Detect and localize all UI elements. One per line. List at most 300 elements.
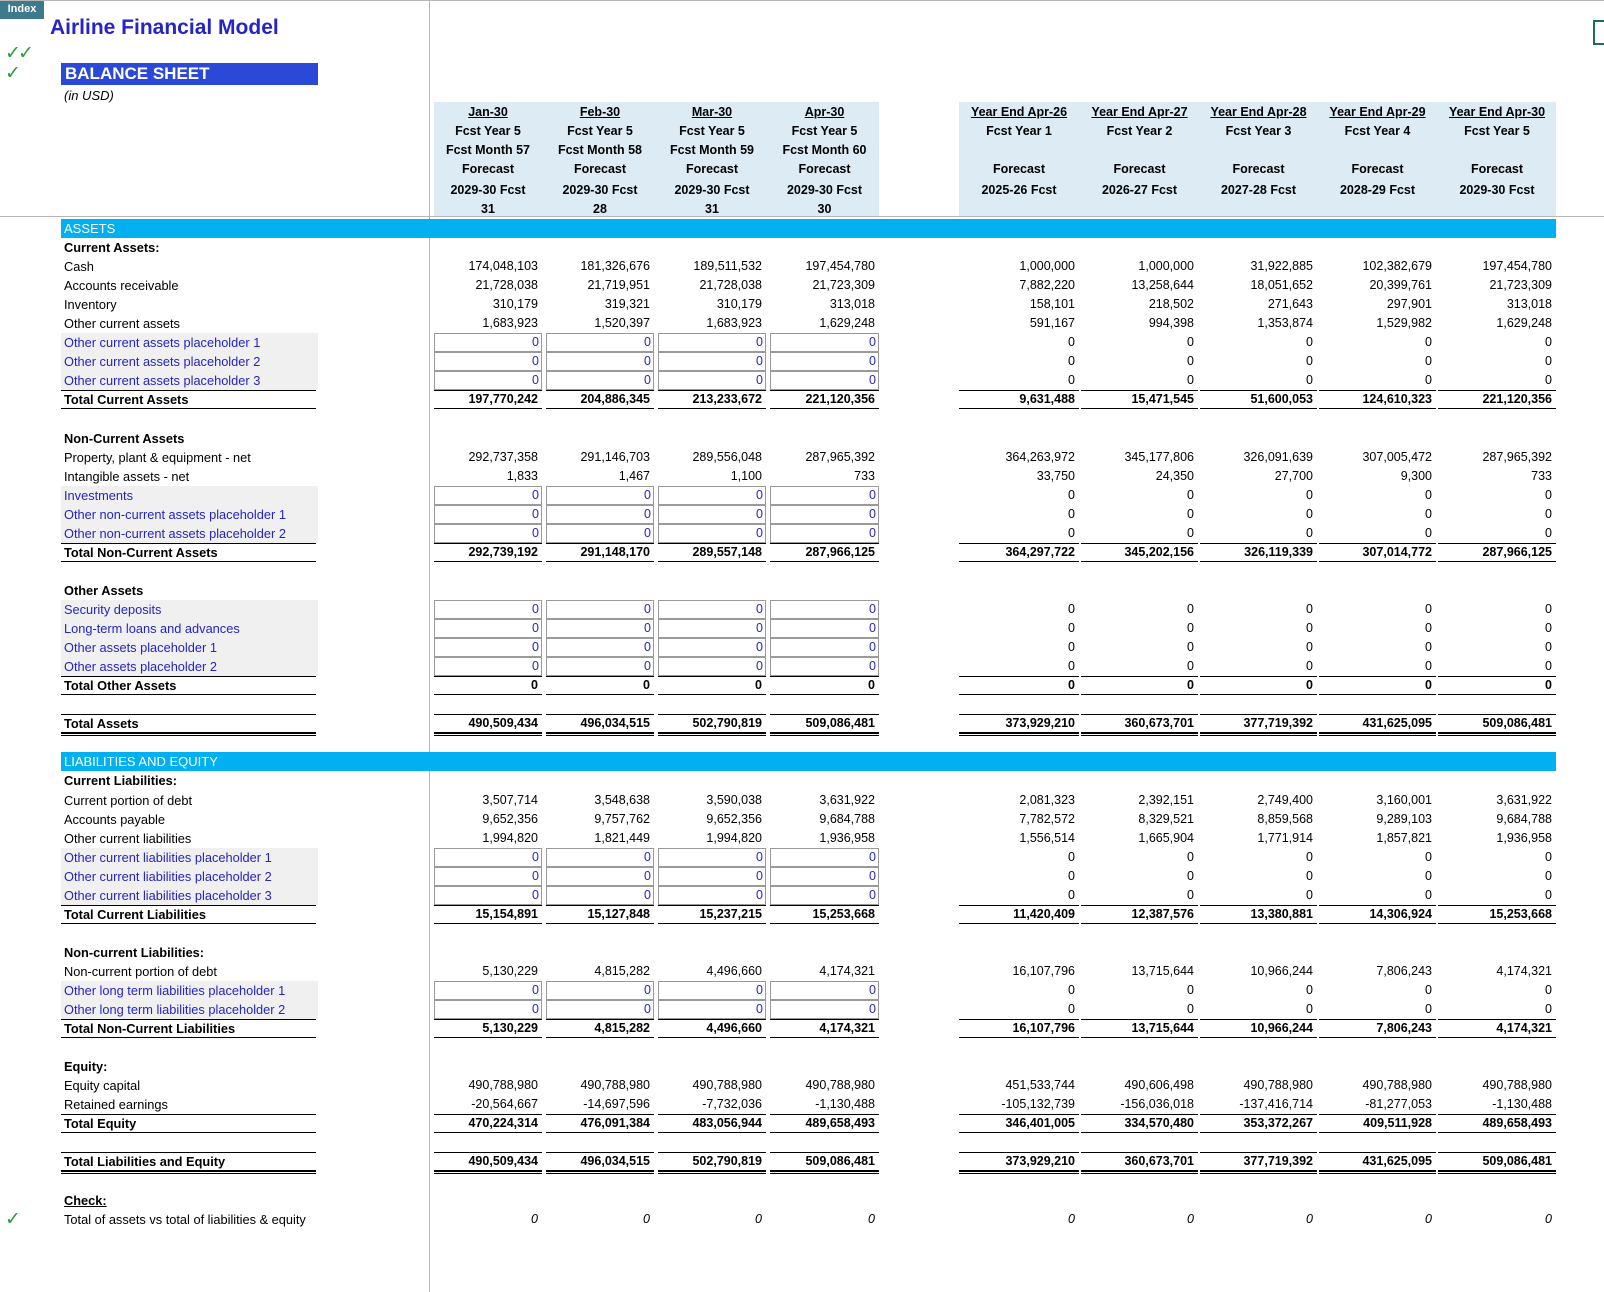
value-cell: 16,107,796 bbox=[1012, 1021, 1075, 1035]
value-cell: 3,507,714 bbox=[482, 793, 538, 807]
value-cell: 0 bbox=[1187, 507, 1194, 521]
value-cell[interactable]: 0 bbox=[546, 486, 654, 505]
row-label: Cash bbox=[64, 259, 94, 274]
total-rule bbox=[1081, 1170, 1198, 1172]
month-header-type: Forecast bbox=[798, 162, 851, 176]
total-rule bbox=[1081, 676, 1198, 677]
total-rule bbox=[658, 1173, 766, 1174]
value-cell: 4,815,282 bbox=[594, 964, 650, 978]
value-cell[interactable]: 0 bbox=[770, 981, 879, 1000]
total-rule bbox=[546, 543, 654, 544]
value-cell: 409,511,928 bbox=[1363, 1116, 1432, 1130]
value-cell: 9,652,356 bbox=[706, 812, 762, 826]
total-rule bbox=[658, 694, 766, 695]
value-cell[interactable]: 0 bbox=[658, 371, 766, 390]
total-rule bbox=[1200, 390, 1317, 391]
total-rule bbox=[959, 1037, 1079, 1038]
value-cell: 502,790,819 bbox=[692, 716, 762, 730]
row-label: Other current assets placeholder 3 bbox=[61, 371, 318, 390]
value-cell: 470,224,314 bbox=[468, 1116, 538, 1130]
value-cell[interactable]: 0 bbox=[658, 505, 766, 524]
row-label: Retained earnings bbox=[64, 1097, 168, 1112]
row-label: Accounts receivable bbox=[64, 278, 179, 293]
row-label: Other current assets placeholder 1 bbox=[61, 333, 318, 352]
value-cell: 197,770,242 bbox=[468, 392, 538, 406]
value-cell: 0 bbox=[1425, 373, 1432, 387]
value-cell: 9,631,488 bbox=[1019, 392, 1075, 406]
row-label: Total of assets vs total of liabilities & equity bbox=[64, 1212, 306, 1227]
value-cell: 1,353,874 bbox=[1257, 316, 1313, 330]
value-cell: 21,719,951 bbox=[587, 278, 650, 292]
year-header-date[interactable]: Year End Apr-30 bbox=[1448, 105, 1546, 119]
total-rule bbox=[1081, 561, 1198, 562]
month-header-date[interactable]: Apr-30 bbox=[804, 105, 845, 119]
value-cell: 431,625,095 bbox=[1362, 1154, 1432, 1168]
value-cell: 0 bbox=[531, 678, 538, 692]
value-cell[interactable]: 0 bbox=[434, 1000, 542, 1019]
total-rule bbox=[658, 676, 766, 677]
value-cell[interactable]: 0 bbox=[770, 1000, 879, 1019]
label-rule bbox=[61, 923, 316, 924]
total-rule bbox=[1438, 1152, 1556, 1153]
row-label: Other Assets bbox=[64, 583, 144, 598]
value-cell: 1,771,914 bbox=[1257, 831, 1313, 845]
value-cell[interactable]: 0 bbox=[434, 638, 542, 657]
value-cell: 0 bbox=[1187, 850, 1194, 864]
total-rule bbox=[658, 543, 766, 544]
total-rule bbox=[1319, 694, 1436, 695]
row-label: Inventory bbox=[64, 297, 117, 312]
total-rule bbox=[770, 390, 879, 391]
value-cell: 733 bbox=[1531, 469, 1552, 483]
value-cell[interactable]: 0 bbox=[658, 848, 766, 867]
total-rule bbox=[1319, 561, 1436, 562]
value-cell[interactable]: 0 bbox=[770, 505, 879, 524]
value-cell[interactable]: 0 bbox=[434, 524, 542, 543]
value-cell: 0 bbox=[1187, 621, 1194, 635]
value-cell: 0 bbox=[1306, 488, 1313, 502]
total-rule bbox=[546, 714, 654, 715]
value-cell: 591,167 bbox=[1029, 316, 1075, 330]
value-cell: 1,000,000 bbox=[1019, 259, 1075, 273]
value-cell[interactable]: 0 bbox=[658, 981, 766, 1000]
value-cell[interactable]: 0 bbox=[546, 886, 654, 905]
year-header-fcst-year: Fcst Year 1 bbox=[986, 124, 1052, 138]
value-cell: -14,697,596 bbox=[583, 1097, 650, 1111]
value-cell: 496,034,515 bbox=[580, 1154, 650, 1168]
value-cell[interactable]: 0 bbox=[658, 352, 766, 371]
total-rule bbox=[1081, 1152, 1198, 1153]
year-header-fy: 2029-30 Fcst bbox=[1459, 183, 1535, 197]
value-cell[interactable]: 0 bbox=[434, 867, 542, 886]
value-cell: 5,130,229 bbox=[482, 964, 538, 978]
value-cell[interactable]: 0 bbox=[658, 1000, 766, 1019]
value-cell: 4,174,321 bbox=[1496, 964, 1552, 978]
month-header-date[interactable]: Jan-30 bbox=[468, 105, 508, 119]
total-rule bbox=[959, 1152, 1079, 1153]
value-cell: -7,732,036 bbox=[702, 1097, 762, 1111]
value-cell[interactable]: 0 bbox=[546, 600, 654, 619]
label-rule bbox=[61, 676, 316, 677]
value-cell: 0 bbox=[643, 678, 650, 692]
total-rule bbox=[959, 735, 1079, 736]
value-cell: 0 bbox=[1187, 335, 1194, 349]
value-cell[interactable]: 0 bbox=[658, 333, 766, 352]
value-cell: 9,300 bbox=[1400, 469, 1432, 483]
value-cell: 24,350 bbox=[1155, 469, 1194, 483]
total-rule bbox=[1319, 1037, 1436, 1038]
value-cell[interactable]: 0 bbox=[658, 600, 766, 619]
total-rule bbox=[1319, 714, 1436, 715]
check-mark-icon: ✓ bbox=[5, 62, 21, 84]
year-header-date[interactable]: Year End Apr-29 bbox=[1329, 105, 1426, 119]
value-cell: 31,922,885 bbox=[1250, 259, 1313, 273]
total-rule bbox=[434, 905, 542, 906]
value-cell: -1,130,488 bbox=[815, 1097, 875, 1111]
value-cell: 1,100 bbox=[730, 469, 762, 483]
value-cell[interactable]: 0 bbox=[658, 886, 766, 905]
label-rule bbox=[61, 408, 316, 409]
value-cell: 451,533,744 bbox=[1005, 1078, 1075, 1092]
value-cell: 0 bbox=[1306, 335, 1313, 349]
value-cell: 310,179 bbox=[716, 297, 762, 311]
total-rule bbox=[434, 714, 542, 715]
value-cell[interactable]: 0 bbox=[546, 657, 654, 676]
total-rule bbox=[959, 1114, 1079, 1115]
total-rule bbox=[434, 408, 542, 409]
row-label: Total Current Assets bbox=[64, 392, 189, 407]
value-cell: 15,237,215 bbox=[699, 907, 762, 921]
value-cell: 1,994,820 bbox=[482, 831, 538, 845]
row-label: Check: bbox=[64, 1193, 107, 1208]
value-cell[interactable]: 0 bbox=[658, 486, 766, 505]
total-rule bbox=[959, 1173, 1079, 1174]
row-label: Total Other Assets bbox=[64, 678, 177, 693]
value-cell: 1,000,000 bbox=[1138, 259, 1194, 273]
total-rule bbox=[1438, 1019, 1556, 1020]
value-cell: 102,382,679 bbox=[1362, 259, 1432, 273]
year-header-date[interactable]: Year End Apr-27 bbox=[1091, 105, 1188, 119]
value-cell: 0 bbox=[531, 1212, 538, 1226]
total-rule bbox=[1081, 408, 1198, 409]
value-cell: 2,392,151 bbox=[1138, 793, 1194, 807]
value-cell[interactable]: 0 bbox=[770, 486, 879, 505]
value-cell[interactable]: 0 bbox=[546, 848, 654, 867]
value-cell: 733 bbox=[854, 469, 875, 483]
value-cell: 490,788,980 bbox=[1243, 1078, 1313, 1092]
total-rule bbox=[434, 923, 542, 924]
value-cell: 15,471,545 bbox=[1131, 392, 1194, 406]
value-cell[interactable]: 0 bbox=[770, 371, 879, 390]
value-cell: 0 bbox=[1545, 621, 1552, 635]
total-rule bbox=[959, 1170, 1079, 1172]
value-cell: -156,036,018 bbox=[1120, 1097, 1194, 1111]
value-cell[interactable]: 0 bbox=[658, 867, 766, 886]
selection-frame-icon bbox=[1593, 20, 1604, 45]
value-cell[interactable]: 0 bbox=[546, 371, 654, 390]
label-rule bbox=[61, 1114, 316, 1115]
value-cell: 0 bbox=[1545, 602, 1552, 616]
total-rule bbox=[546, 1037, 654, 1038]
row-label: Intangible assets - net bbox=[64, 469, 190, 484]
value-cell: 174,048,103 bbox=[468, 259, 538, 273]
month-header-fcst-year: Fcst Year 5 bbox=[567, 124, 633, 138]
total-rule bbox=[770, 732, 879, 734]
value-cell: 1,467 bbox=[618, 469, 650, 483]
total-rule bbox=[1200, 905, 1317, 906]
value-cell: 297,901 bbox=[1386, 297, 1432, 311]
year-header-type: Forecast bbox=[992, 162, 1046, 176]
row-label: Other current liabilities placeholder 3 bbox=[61, 886, 318, 905]
value-cell: 1,556,514 bbox=[1019, 831, 1075, 845]
total-rule bbox=[1438, 694, 1556, 695]
total-rule bbox=[546, 390, 654, 391]
year-header-fcst-year: Fcst Year 2 bbox=[1106, 124, 1173, 138]
value-cell: 0 bbox=[1068, 1002, 1075, 1016]
total-rule bbox=[1319, 390, 1436, 391]
total-rule bbox=[546, 408, 654, 409]
value-cell: 0 bbox=[1068, 659, 1075, 673]
total-rule bbox=[1319, 732, 1436, 734]
value-cell: 4,174,321 bbox=[819, 964, 875, 978]
value-cell[interactable]: 0 bbox=[770, 638, 879, 657]
value-cell[interactable]: 0 bbox=[434, 657, 542, 676]
value-cell[interactable]: 0 bbox=[658, 619, 766, 638]
year-header-fy: 2027-28 Fcst bbox=[1220, 183, 1297, 197]
value-cell: 218,502 bbox=[1148, 297, 1194, 311]
value-cell[interactable]: 0 bbox=[546, 524, 654, 543]
value-cell[interactable]: 0 bbox=[770, 886, 879, 905]
index-tab-button[interactable]: Index bbox=[0, 0, 44, 19]
value-cell: 1,520,397 bbox=[594, 316, 650, 330]
total-rule bbox=[1200, 408, 1317, 409]
value-cell[interactable]: 0 bbox=[770, 352, 879, 371]
value-cell: 364,263,972 bbox=[1005, 450, 1075, 464]
total-rule bbox=[1438, 1132, 1556, 1133]
value-cell[interactable]: 0 bbox=[658, 524, 766, 543]
value-cell: 490,788,980 bbox=[580, 1078, 650, 1092]
value-cell[interactable]: 0 bbox=[770, 600, 879, 619]
value-cell: 289,557,148 bbox=[692, 545, 762, 559]
value-cell: 345,177,806 bbox=[1124, 450, 1194, 464]
value-cell[interactable]: 0 bbox=[770, 619, 879, 638]
value-cell: 502,790,819 bbox=[692, 1154, 762, 1168]
value-cell: 0 bbox=[1425, 888, 1432, 902]
row-label: Property, plant & equipment - net bbox=[64, 450, 251, 465]
total-rule bbox=[546, 1114, 654, 1115]
total-rule bbox=[1319, 1114, 1436, 1115]
value-cell[interactable]: 0 bbox=[546, 352, 654, 371]
value-cell: 0 bbox=[1187, 602, 1194, 616]
value-cell[interactable]: 0 bbox=[434, 352, 542, 371]
value-cell[interactable]: 0 bbox=[546, 619, 654, 638]
value-cell: 16,107,796 bbox=[1012, 964, 1075, 978]
row-label: Other current liabilities bbox=[64, 831, 192, 846]
total-rule bbox=[658, 732, 766, 734]
value-cell: 0 bbox=[1187, 983, 1194, 997]
value-cell[interactable]: 0 bbox=[546, 638, 654, 657]
value-cell[interactable]: 0 bbox=[546, 1000, 654, 1019]
label-rule bbox=[61, 1173, 316, 1174]
value-cell[interactable]: 0 bbox=[434, 619, 542, 638]
year-header-date[interactable]: Year End Apr-28 bbox=[1210, 105, 1307, 119]
total-rule bbox=[1438, 923, 1556, 924]
value-cell: 287,966,125 bbox=[1482, 545, 1552, 559]
value-cell: 221,120,356 bbox=[805, 392, 875, 406]
total-rule bbox=[1319, 676, 1436, 677]
value-cell: 0 bbox=[1187, 888, 1194, 902]
total-rule bbox=[770, 923, 879, 924]
value-cell: 13,380,881 bbox=[1250, 907, 1313, 921]
value-cell: 3,590,038 bbox=[706, 793, 762, 807]
value-cell: 0 bbox=[1068, 640, 1075, 654]
value-cell: 7,806,243 bbox=[1376, 1021, 1432, 1035]
value-cell: 345,202,156 bbox=[1124, 545, 1194, 559]
value-cell[interactable]: 0 bbox=[770, 848, 879, 867]
value-cell: 0 bbox=[1545, 888, 1552, 902]
value-cell[interactable]: 0 bbox=[434, 333, 542, 352]
value-cell: -105,132,739 bbox=[1001, 1097, 1075, 1111]
value-cell: 0 bbox=[1306, 659, 1313, 673]
total-rule bbox=[1081, 694, 1198, 695]
value-cell[interactable]: 0 bbox=[546, 981, 654, 1000]
value-cell[interactable]: 0 bbox=[546, 867, 654, 886]
month-header-fcst-year: Fcst Year 5 bbox=[455, 124, 521, 138]
value-cell[interactable]: 0 bbox=[434, 505, 542, 524]
total-rule bbox=[658, 1114, 766, 1115]
month-header-fcst-year: Fcst Year 5 bbox=[679, 124, 745, 138]
value-cell: 319,321 bbox=[604, 297, 650, 311]
value-cell: 0 bbox=[1068, 602, 1075, 616]
total-rule bbox=[434, 1170, 542, 1172]
value-cell: 13,715,644 bbox=[1131, 1021, 1194, 1035]
value-cell: 0 bbox=[1545, 983, 1552, 997]
section-header-liabilities-and-equity: LIABILITIES AND EQUITY bbox=[61, 752, 1556, 771]
value-cell[interactable]: 0 bbox=[770, 524, 879, 543]
value-cell[interactable]: 0 bbox=[434, 848, 542, 867]
value-cell[interactable]: 0 bbox=[658, 657, 766, 676]
value-cell: 0 bbox=[1068, 373, 1075, 387]
value-cell[interactable]: 0 bbox=[770, 867, 879, 886]
value-cell[interactable]: 0 bbox=[658, 638, 766, 657]
total-rule bbox=[1200, 1019, 1317, 1020]
value-cell: 360,673,701 bbox=[1124, 1154, 1194, 1168]
total-rule bbox=[1438, 390, 1556, 391]
value-cell: 0 bbox=[1306, 640, 1313, 654]
total-rule bbox=[1081, 1173, 1198, 1174]
row-label: Non-current portion of debt bbox=[64, 964, 217, 979]
value-cell: 360,673,701 bbox=[1124, 716, 1194, 730]
value-cell[interactable]: 0 bbox=[434, 600, 542, 619]
total-rule bbox=[546, 1152, 654, 1153]
month-header-days: 31 bbox=[705, 202, 719, 216]
value-cell: 509,086,481 bbox=[1482, 1154, 1552, 1168]
value-cell: 0 bbox=[1545, 354, 1552, 368]
value-cell: 0 bbox=[1306, 850, 1313, 864]
total-rule bbox=[546, 732, 654, 734]
model-title: Airline Financial Model bbox=[50, 16, 279, 39]
value-cell: 213,233,672 bbox=[692, 392, 762, 406]
total-rule bbox=[1438, 543, 1556, 544]
total-rule bbox=[1438, 676, 1556, 677]
total-rule bbox=[1081, 1114, 1198, 1115]
month-header-date[interactable]: Feb-30 bbox=[579, 105, 621, 119]
row-label: Other current liabilities placeholder 1 bbox=[61, 848, 318, 867]
year-header-fy: 2026-27 Fcst bbox=[1101, 183, 1178, 197]
value-cell: 307,005,472 bbox=[1362, 450, 1432, 464]
total-rule bbox=[658, 905, 766, 906]
total-rule bbox=[770, 561, 879, 562]
section-header-assets: ASSETS bbox=[61, 219, 1556, 238]
value-cell[interactable]: 0 bbox=[434, 371, 542, 390]
value-cell[interactable]: 0 bbox=[434, 886, 542, 905]
value-cell: 0 bbox=[1425, 640, 1432, 654]
total-rule bbox=[1319, 1170, 1436, 1172]
value-cell: 0 bbox=[1306, 888, 1313, 902]
value-cell[interactable]: 0 bbox=[770, 657, 879, 676]
total-rule bbox=[1081, 923, 1198, 924]
total-rule bbox=[770, 1019, 879, 1020]
total-rule bbox=[1319, 543, 1436, 544]
total-rule bbox=[434, 1114, 542, 1115]
value-cell: 0 bbox=[1425, 983, 1432, 997]
row-label: Equity: bbox=[64, 1059, 108, 1074]
value-cell: 0 bbox=[1187, 869, 1194, 883]
value-cell[interactable]: 0 bbox=[770, 333, 879, 352]
month-header-fy: 2029-30 Fcst bbox=[450, 183, 526, 197]
value-cell[interactable]: 0 bbox=[546, 505, 654, 524]
value-cell: 8,329,521 bbox=[1138, 812, 1194, 826]
value-cell: 13,715,644 bbox=[1131, 964, 1194, 978]
value-cell: 490,788,980 bbox=[468, 1078, 538, 1092]
total-rule bbox=[1200, 732, 1317, 734]
value-cell: 0 bbox=[1306, 621, 1313, 635]
units-note: (in USD) bbox=[64, 88, 114, 103]
value-cell: 7,882,220 bbox=[1019, 278, 1075, 292]
value-cell: 292,739,192 bbox=[468, 545, 538, 559]
total-rule bbox=[658, 1037, 766, 1038]
row-label: Non-current Liabilities: bbox=[64, 945, 205, 960]
month-header-type: Forecast bbox=[685, 162, 739, 176]
year-header-type: Forecast bbox=[1470, 162, 1524, 176]
row-label: Total Non-Current Liabilities bbox=[64, 1021, 236, 1036]
total-rule bbox=[658, 1152, 766, 1153]
value-cell: 509,086,481 bbox=[805, 716, 875, 730]
total-rule bbox=[1438, 714, 1556, 715]
value-cell: 0 bbox=[1425, 526, 1432, 540]
value-cell[interactable]: 0 bbox=[546, 333, 654, 352]
year-header-date[interactable]: Year End Apr-26 bbox=[970, 105, 1068, 119]
total-rule bbox=[546, 1170, 654, 1172]
value-cell: 1,857,821 bbox=[1376, 831, 1432, 845]
row-label: Other current assets placeholder 2 bbox=[61, 352, 318, 371]
value-cell[interactable]: 0 bbox=[434, 981, 542, 1000]
month-header-type: Forecast bbox=[573, 162, 627, 176]
value-cell: 0 bbox=[1545, 373, 1552, 387]
total-rule bbox=[1319, 923, 1436, 924]
value-cell: 353,372,267 bbox=[1243, 1116, 1313, 1130]
value-cell[interactable]: 0 bbox=[434, 486, 542, 505]
value-cell: 27,700 bbox=[1274, 469, 1313, 483]
total-rule bbox=[770, 694, 879, 695]
total-rule bbox=[658, 408, 766, 409]
value-cell: 13,258,644 bbox=[1131, 278, 1194, 292]
value-cell: 490,509,434 bbox=[468, 1154, 538, 1168]
month-header-date[interactable]: Mar-30 bbox=[691, 105, 733, 119]
total-rule bbox=[658, 714, 766, 715]
total-rule bbox=[1200, 561, 1317, 562]
total-rule bbox=[1200, 1132, 1317, 1133]
